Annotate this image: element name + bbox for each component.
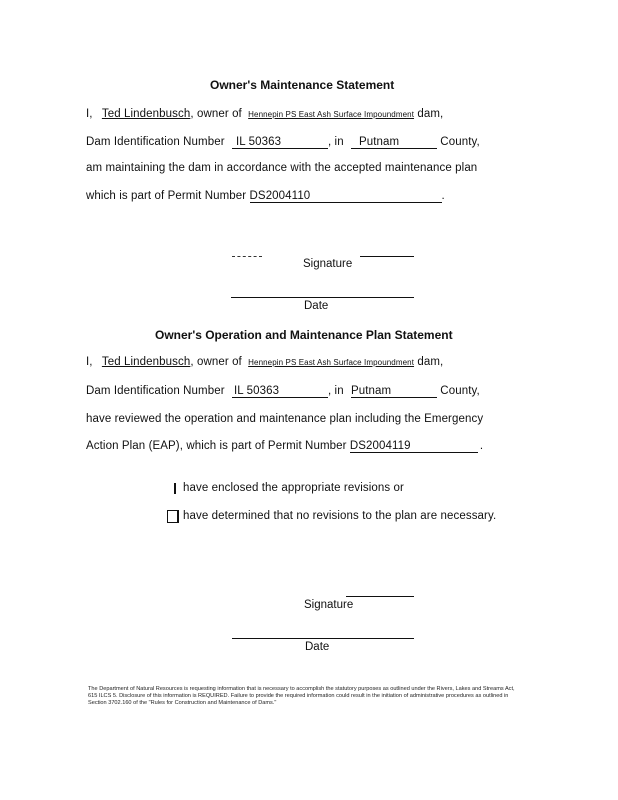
- period: .: [441, 190, 445, 202]
- no-revisions-checkbox[interactable]: [167, 510, 179, 523]
- owner-of: , owner of: [190, 108, 242, 120]
- date-line: [231, 297, 414, 298]
- dam-word: dam,: [417, 356, 444, 368]
- operation-line3: have reviewed the operation and maintenance plan including the Emergency: [86, 413, 484, 425]
- dam-id-field: [232, 136, 328, 149]
- signature-line: [360, 256, 414, 257]
- dam-id-label: Dam Identification Number: [86, 136, 225, 148]
- prefix: I,: [86, 356, 93, 368]
- permit-field: [350, 440, 478, 453]
- owner-name: Ted Lindenbusch: [101, 108, 191, 120]
- option-enclosed-label: have enclosed the appropriate revisions or: [183, 482, 404, 494]
- dam-id-field: [232, 385, 328, 398]
- in-label: , in: [327, 385, 344, 397]
- prefix: I,: [86, 108, 93, 120]
- county-value: Putnam: [359, 136, 400, 148]
- maintenance-permit-line: [86, 190, 445, 203]
- county-field: [351, 385, 437, 398]
- footer-disclosure-text: The Department of Natural Resources is requesting information that is necessary to accomplish the statutory purposes as outlined under the Rivers, Lakes and Streams Act, 615 ILCS 5. Disclosure of this information is REQUIRED. Failure to provide the required information could result in the initiation of administrative procedures as outlined in Section 3702.160 of the "Rules for Construction and Maintenance of Dams.": [88, 686, 515, 707]
- permit-number: DS2004119: [349, 440, 411, 452]
- maintenance-line3: am maintaining the dam in accordance with the accepted maintenance plan: [86, 162, 478, 174]
- operation-date-label: Date: [305, 641, 330, 653]
- facility-name: Hennepin PS East Ash Surface Impoundment: [248, 358, 415, 367]
- owner-of: , owner of: [190, 356, 242, 368]
- revisions-enclosed-checkbox[interactable]: [165, 483, 176, 494]
- permit-number: DS2004110: [249, 190, 311, 202]
- facility-name: Hennepin PS East Ash Surface Impoundment: [248, 110, 415, 119]
- county-label: County,: [440, 136, 480, 148]
- county-value: Putnam: [351, 385, 392, 397]
- maintenance-signature-label: Signature: [303, 258, 353, 270]
- signature-line: [346, 596, 414, 597]
- operation-dam-id-line: [86, 385, 480, 398]
- option-no-revisions-label: have determined that no revisions to the plan are necessary.: [183, 510, 497, 522]
- period: .: [479, 440, 484, 452]
- maintenance-dam-id-line: [86, 136, 480, 149]
- operation-owner-line: [86, 356, 443, 368]
- date-line: [232, 638, 414, 639]
- dam-word: dam,: [417, 108, 444, 120]
- dam-id-label: Dam Identification Number: [86, 385, 225, 397]
- dam-id-value: IL 50363: [233, 385, 280, 397]
- operation-permit-line: [86, 440, 483, 453]
- maintenance-date-label: Date: [304, 300, 329, 312]
- dam-id-value: IL 50363: [235, 136, 282, 148]
- signature-mark: [232, 256, 262, 257]
- operation-title: Owner's Operation and Maintenance Plan Statement: [155, 328, 453, 342]
- county-field: [351, 136, 437, 149]
- maintenance-owner-line: [86, 108, 443, 120]
- operation-signature-label: Signature: [304, 599, 354, 611]
- owner-name: Ted Lindenbusch: [101, 356, 191, 368]
- permit-prefix: which is part of Permit Number: [86, 190, 247, 202]
- county-label: County,: [440, 385, 480, 397]
- permit-prefix: Action Plan (EAP), which is part of Permit Number: [86, 440, 347, 452]
- maintenance-title: Owner's Maintenance Statement: [210, 78, 395, 92]
- permit-field: [250, 190, 442, 203]
- in-label: , in: [327, 136, 344, 148]
